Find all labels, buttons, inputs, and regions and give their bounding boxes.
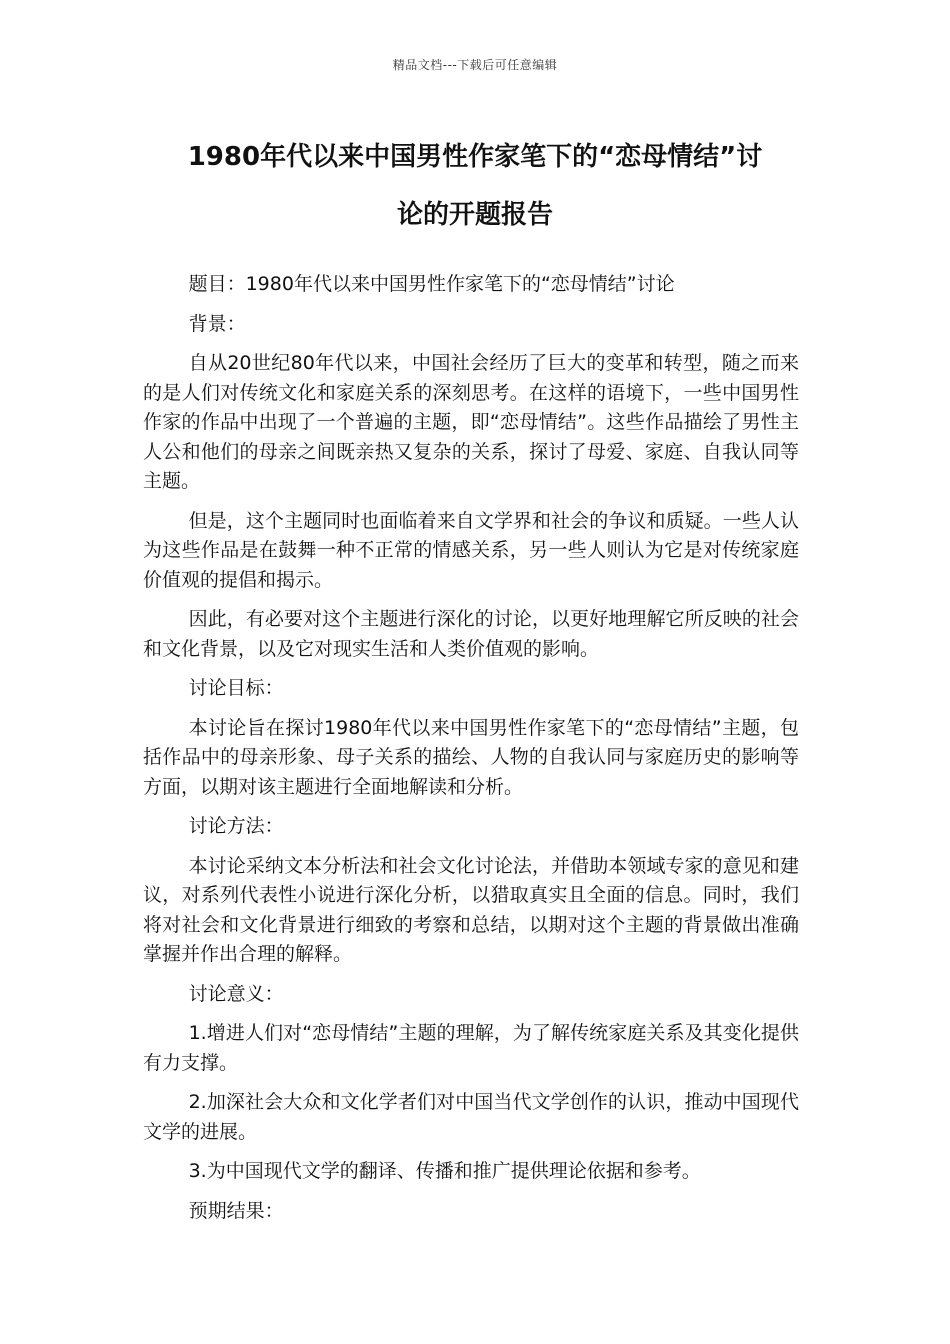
section-heading-goals: 讨论目标： [188, 677, 284, 699]
background-paragraph-1: 自从20世纪80年代以来，中国社会经历了巨大的变革和转型，随之而来的是人们对传统文化和家庭关系的深刻思考。在这样的语境下，一些中国男性作家的作品中出现了一个普遍的主题，即“恋母情结”。这些作品描绘了男性主人公和他们的母亲之间既亲热又复杂的关系，探讨了母爱、家庭、自我认同等主题。 [143, 352, 799, 492]
document-body [143, 270, 799, 1236]
title-line-1: 1980年代以来中国男性作家笔下的“恋母情结”讨 [187, 142, 763, 172]
section-heading-expected-results: 预期结果： [188, 1199, 284, 1222]
section-heading-methods: 讨论方法： [188, 815, 284, 837]
background-paragraph-2: 但是，这个主题同时也面临着来自文学界和社会的争议和质疑。一些人认为这些作品是在鼓舞一种不正常的情感关系，另一些人则认为它是对传统家庭价值观的提倡和揭示。 [143, 509, 799, 591]
document-title [120, 128, 830, 244]
background-paragraph-3: 因此，有必要对这个主题进行深化的讨论，以更好地理解它所反映的社会和文化背景，以及它对现实生活和人类价值观的影响。 [143, 608, 799, 660]
section-heading-significance: 讨论意义： [188, 982, 284, 1005]
title-line-2: 论的开题报告 [396, 200, 553, 230]
methods-paragraph: 本讨论采纳文本分析法和社会文化讨论法，并借助本领域专家的意见和建议，对系列代表性小说进行深化分析，以猎取真实且全面的信息。同时，我们将对社会和文化背景进行细致的考察和总结，以期对这个主题的背景做出准确掌握并作出合理的解释。 [143, 854, 799, 965]
section-heading-background: 背景： [188, 312, 246, 335]
goals-paragraph: 本讨论旨在探讨1980年代以来中国男性作家笔下的“恋母情结”主题，包括作品中的母亲形象、母子关系的描绘、人物的自我认同与家庭历史的影响等方面，以期对该主题进行全面地解读和分析。 [143, 716, 799, 798]
subject-line: 题目：1980年代以来中国男性作家笔下的“恋母情结”讨论 [188, 273, 675, 295]
page-header: 精品文档---下载后可任意编辑 [392, 58, 558, 72]
significance-item-3: 3.为中国现代文学的翻译、传播和推广提供理论依据和参考。 [188, 1160, 701, 1182]
significance-item-1: 1.增进人们对“恋母情结”主题的理解，为了解传统家庭关系及其变化提供有力支撑。 [143, 1022, 799, 1074]
significance-item-2: 2.加深社会大众和文化学者们对中国当代文学创作的认识，推动中国现代文学的进展。 [143, 1091, 799, 1143]
